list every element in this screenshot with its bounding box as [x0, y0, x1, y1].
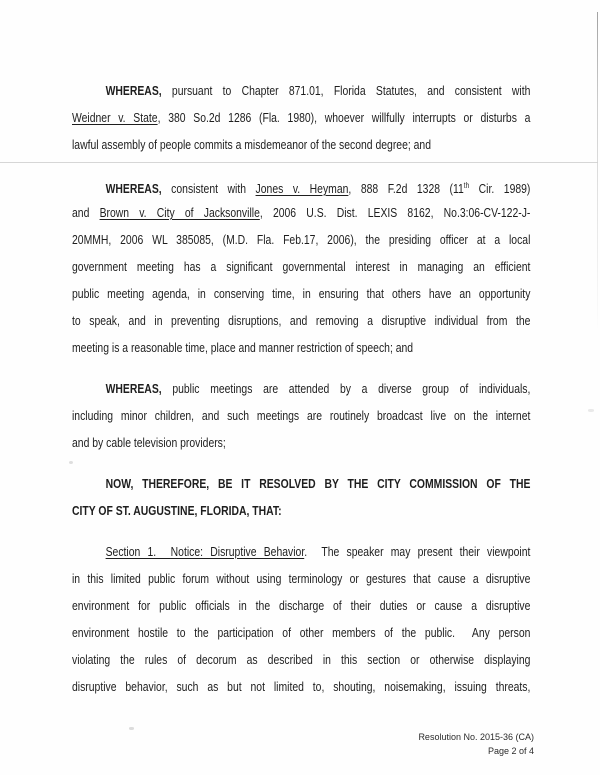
text-line: [72, 619, 530, 646]
text-line: [72, 565, 530, 592]
text-segment: to speak, and in preventing disruptions, and removing a disruptive individual from the: [72, 313, 531, 328]
text-segment: Weidner v. State: [72, 110, 158, 125]
scan-artifact-speck: [129, 727, 134, 730]
text-segment: violating the rules of decorum as described in this section or otherwise displaying: [72, 652, 531, 667]
footer-resolution-number: Resolution No. 2015-36 (CA): [418, 732, 534, 742]
text-line: [72, 497, 530, 524]
text-segment: WHEREAS,: [105, 381, 162, 396]
text-segment: lawful assembly of people commits a misdemeanor of the second degree; and: [72, 137, 431, 152]
text-segment: environment hostile to the participation of other members of the public. Any person: [72, 625, 531, 640]
text-segment: . The speaker may present their viewpoint: [304, 544, 531, 559]
paragraph-whereas-2: [72, 172, 530, 361]
text-segment: NOW, THEREFORE, BE IT RESOLVED BY THE CITY COMMISSION OF THE: [105, 476, 531, 491]
text-segment: , 2006 U.S. Dist. LEXIS 8162, No.3:06-CV-122-J-: [259, 205, 531, 220]
paragraph-whereas-3: [72, 375, 530, 456]
text-line: [72, 592, 530, 619]
text-segment: public meeting agenda, in conserving time, in ensuring that others have an opportunity: [72, 286, 531, 301]
text-line: [72, 429, 530, 456]
text-segment: WHEREAS,: [105, 83, 162, 98]
text-line: [72, 172, 530, 199]
text-segment: including minor children, and such meetings are routinely broadcast live on the internet: [72, 408, 531, 423]
text-line: [72, 334, 530, 361]
text-segment: WHEREAS,: [105, 181, 162, 196]
text-segment: CITY OF ST. AUGUSTINE, FLORIDA, THAT:: [72, 503, 282, 518]
text-segment: in this limited public forum without using terminology or gestures that cause a disruptive: [72, 571, 531, 586]
text-line: [72, 673, 530, 700]
paragraph-section-1: [72, 538, 530, 700]
text-line: [72, 538, 530, 565]
text-segment: and by cable television providers;: [72, 435, 226, 450]
text-segment: public meetings are attended by a diverse group of individuals,: [161, 381, 531, 396]
text-segment: Jones v. Heyman: [255, 181, 349, 196]
text-segment: Section 1. Notice: Disruptive Behavior: [105, 544, 305, 559]
text-segment: Cir. 1989): [469, 181, 531, 196]
text-line: [72, 280, 530, 307]
text-line: [72, 253, 530, 280]
text-line: [72, 375, 530, 402]
text-segment: meeting is a reasonable time, place and manner restriction of speech; and: [72, 340, 414, 355]
paragraph-whereas-1: [72, 77, 530, 158]
text-line: [72, 226, 530, 253]
document-body: [72, 77, 530, 714]
text-segment: Brown v. City of Jacksonville: [99, 205, 260, 220]
text-segment: , 888 F.2d 1328 (11: [348, 181, 464, 196]
text-line: [72, 199, 530, 226]
text-line: [72, 402, 530, 429]
paragraph-now-therefore: [72, 470, 530, 524]
text-line: [72, 646, 530, 673]
text-line: [72, 307, 530, 334]
text-segment: environment for public officials in the discharge of their duties or cause a disruptive: [72, 598, 531, 613]
text-segment: , 380 So.2d 1286 (Fla. 1980), whoever willfully interrupts or disturbs a: [157, 110, 531, 125]
text-segment: th: [463, 181, 470, 190]
footer-page-number: Page 2 of 4: [487, 746, 534, 756]
scan-artifact-speck: [588, 409, 594, 412]
scan-artifact-vertical-line: [597, 12, 598, 332]
text-line: [72, 470, 530, 497]
text-line: [72, 104, 530, 131]
text-segment: government meeting has a significant governmental interest in managing an efficient: [72, 259, 531, 274]
text-segment: 20MMH, 2006 WL 385085, (M.D. Fla. Feb.17, 2006), the presiding officer at a local: [72, 232, 531, 247]
text-line: [72, 77, 530, 104]
text-segment: consistent with: [161, 181, 256, 196]
text-segment: disruptive behavior, such as but not limited to, shouting, noisemaking, issuing threats,: [72, 679, 531, 694]
text-line: [72, 131, 530, 158]
text-segment: pursuant to Chapter 871.01, Florida Statutes, and consistent with: [161, 83, 531, 98]
page-footer: [418, 730, 534, 758]
text-segment: and: [72, 205, 100, 220]
